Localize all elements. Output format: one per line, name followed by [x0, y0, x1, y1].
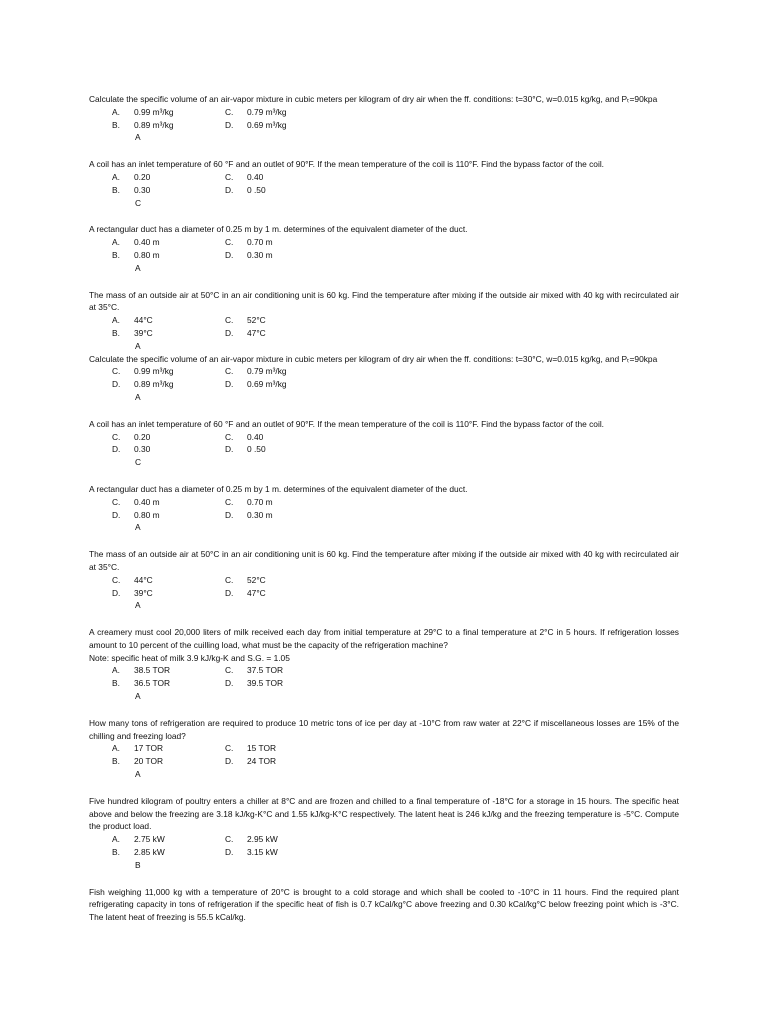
- option-letter: B.: [112, 184, 120, 195]
- option-letter: D.: [112, 587, 121, 598]
- option-letter: C.: [225, 315, 234, 326]
- option-value: 24 TOR: [247, 756, 277, 767]
- option-item: [225, 171, 263, 184]
- option-letter: D.: [225, 587, 234, 598]
- option-letter: D.: [112, 379, 121, 390]
- option-item: [225, 742, 276, 755]
- option-item: [225, 574, 266, 587]
- option-letter: A.: [112, 171, 120, 182]
- option-letter: D.: [225, 184, 234, 195]
- option-letter: D.: [225, 509, 234, 520]
- option-value: 52°C: [247, 315, 266, 326]
- option-value: 17 TOR: [134, 743, 164, 754]
- option-value: 2.95 kW: [247, 834, 278, 845]
- answer-options: [89, 496, 679, 522]
- option-letter: D.: [225, 379, 234, 390]
- option-value: 0.40 m: [134, 237, 160, 248]
- option-value: 0.30: [134, 444, 151, 455]
- question-text: Fish weighing 11,000 kg with a temperature of 20°C is brought to a cold storage and which shall be cooled to -10°C in 11 hours. Find the required plant refrigerating capacity in tons of refrigeration if the specific heat of fish is 0.7 kCal/kg°C above freezing and 0.30 kCal/kg°C below freezing point which is -3°C. The latent heat of freezing is 55.5 kCal/kg.: [89, 886, 679, 923]
- answer-options: [89, 106, 679, 132]
- option-letter: B.: [112, 847, 120, 858]
- option-item: [225, 677, 283, 690]
- question-block: [89, 418, 679, 469]
- option-letter: D.: [225, 847, 234, 858]
- option-item: [225, 236, 273, 249]
- answer-options: [89, 833, 679, 859]
- question-spacer: [89, 144, 679, 158]
- option-value: 0.69 m³/kg: [247, 379, 287, 390]
- option-letter: B.: [112, 756, 120, 767]
- option-item: [112, 509, 160, 522]
- option-letter: C.: [225, 171, 234, 182]
- question-spacer: [89, 275, 679, 289]
- answer-options: [89, 664, 679, 690]
- answer-options: [89, 365, 679, 391]
- option-value: 0 .50: [247, 444, 266, 455]
- option-item: [112, 846, 165, 859]
- option-letter: C.: [112, 574, 121, 585]
- option-item: [225, 119, 287, 132]
- option-value: 0.70 m: [247, 237, 273, 248]
- option-letter: C.: [225, 496, 234, 507]
- question-block: [89, 289, 679, 353]
- option-value: 0.40: [247, 171, 264, 182]
- option-letter: D.: [225, 119, 234, 130]
- option-value: 0.40 m: [134, 496, 160, 507]
- answer-options: [89, 236, 679, 262]
- option-value: 0.20: [134, 431, 151, 442]
- option-letter: A.: [112, 834, 120, 845]
- option-item: [112, 431, 150, 444]
- option-letter: D.: [225, 756, 234, 767]
- option-item: [225, 249, 273, 262]
- option-value: 39°C: [134, 327, 153, 338]
- option-letter: D.: [225, 327, 234, 338]
- question-block: [89, 795, 679, 872]
- question-text: Calculate the specific volume of an air-vapor mixture in cubic meters per kilogram of dry air when the ff. conditions: t=30°C, w=0.015 kg/kg, and Pₜ=90kpa: [89, 94, 658, 104]
- option-value: 0.30 m: [247, 249, 273, 260]
- question-block: [89, 626, 679, 703]
- option-letter: C.: [225, 574, 234, 585]
- option-letter: A.: [112, 315, 120, 326]
- question-spacer: [89, 534, 679, 548]
- option-letter: B.: [112, 249, 120, 260]
- option-letter: C.: [225, 106, 234, 117]
- answer-key: A: [135, 691, 141, 702]
- question-spacer: [89, 404, 679, 418]
- option-value: 0.30 m: [247, 509, 273, 520]
- question-text: A creamery must cool 20,000 liters of milk received each day from initial temperature at 29°C to a final temperature at 2°C in 5 hours. If refrigeration losses amount to 10 percent of the cuilling load, what must be the capacity of the refrigeration machine?: [89, 627, 679, 650]
- option-item: [112, 496, 160, 509]
- option-item: [225, 587, 266, 600]
- answer-key: A: [135, 600, 141, 611]
- answer-key: A: [135, 391, 141, 402]
- option-letter: A.: [112, 665, 120, 676]
- answer-options: [89, 431, 679, 457]
- option-item: [112, 833, 165, 846]
- option-item: [225, 184, 266, 197]
- option-value: 0.80 m: [134, 249, 160, 260]
- question-block: [89, 717, 679, 781]
- question-note: Note: specific heat of milk 3.9 kJ/kg-K and S.G. = 1.05: [89, 652, 290, 663]
- option-value: 39.5 TOR: [247, 678, 284, 689]
- answer-key: B: [135, 859, 141, 870]
- option-value: 0.89 m³/kg: [134, 379, 174, 390]
- option-letter: C.: [225, 366, 234, 377]
- option-value: 3.15 kW: [247, 847, 278, 858]
- option-letter: A.: [112, 237, 120, 248]
- option-value: 0.89 m³/kg: [134, 119, 174, 130]
- question-text: A rectangular duct has a diameter of 0.25 m by 1 m. determines of the equivalent diameter of the duct.: [89, 483, 468, 494]
- option-item: [112, 119, 174, 132]
- option-value: 0.80 m: [134, 509, 160, 520]
- option-value: 39°C: [134, 587, 153, 598]
- option-item: [112, 587, 153, 600]
- option-item: [225, 846, 278, 859]
- answer-options: [89, 314, 679, 340]
- question-block: [89, 93, 679, 144]
- option-item: [225, 833, 278, 846]
- question-block: [89, 886, 679, 924]
- option-item: [112, 314, 153, 327]
- question-spacer: [89, 872, 679, 886]
- answer-key: A: [135, 262, 141, 273]
- option-value: 2.75 kW: [134, 834, 165, 845]
- option-item: [112, 378, 174, 391]
- answer-key: A: [135, 522, 141, 533]
- question-text: Five hundred kilogram of poultry enters a chiller at 8°C and are frozen and chilled to a final temperature of -18°C for a storage in 15 hours. The specific heat above and below the freezing are 3.18 kJ/kg-K°C and 1.55 kJ/kg-K°C respectively. The latent heat is 246 kJ/kg and the freezing temperature is -5°C. Compute the product load.: [89, 795, 679, 832]
- option-value: 0.79 m³/kg: [247, 106, 287, 117]
- answer-key: A: [135, 769, 141, 780]
- question-spacer: [89, 209, 679, 223]
- option-item: [225, 431, 263, 444]
- option-value: 0 .50: [247, 184, 266, 195]
- question-block: [89, 548, 679, 612]
- option-item: [112, 171, 150, 184]
- option-letter: D.: [112, 509, 121, 520]
- option-letter: D.: [225, 678, 234, 689]
- option-item: [225, 509, 273, 522]
- option-item: [112, 106, 174, 119]
- option-item: [112, 443, 150, 456]
- option-letter: D.: [112, 444, 121, 455]
- question-spacer: [89, 469, 679, 483]
- question-block: [89, 223, 679, 274]
- answer-options: [89, 574, 679, 600]
- option-letter: A.: [112, 743, 120, 754]
- question-text: A coil has an inlet temperature of 60 °F and an outlet of 90°F. If the mean temperature of the coil is 110°F. Find the bypass factor of the coil.: [89, 159, 604, 170]
- option-letter: D.: [225, 249, 234, 260]
- question-spacer: [89, 781, 679, 795]
- option-letter: A.: [112, 106, 120, 117]
- question-text: A rectangular duct has a diameter of 0.25 m by 1 m. determines of the equivalent diameter of the duct.: [89, 224, 468, 235]
- option-value: 47°C: [247, 327, 266, 338]
- option-value: 2.85 kW: [134, 847, 165, 858]
- option-item: [112, 742, 163, 755]
- document-body: [89, 93, 679, 924]
- option-value: 0.70 m: [247, 496, 273, 507]
- option-item: [112, 365, 174, 378]
- option-value: 38.5 TOR: [134, 665, 171, 676]
- option-value: 44°C: [134, 315, 153, 326]
- answer-options: [89, 171, 679, 197]
- option-value: 0.40: [247, 431, 264, 442]
- answer-options: [89, 742, 679, 768]
- option-value: 0.69 m³/kg: [247, 119, 287, 130]
- option-letter: C.: [112, 496, 121, 507]
- option-value: 44°C: [134, 574, 153, 585]
- question-text: Calculate the specific volume of an air-vapor mixture in cubic meters per kilogram of dry air when the ff. conditions: t=30°C, w=0.015 kg/kg, and Pₜ=90kpa: [89, 353, 658, 364]
- answer-key: C: [135, 457, 142, 468]
- option-letter: C.: [225, 431, 234, 442]
- option-letter: C.: [112, 431, 121, 442]
- option-value: 0.99 m³/kg: [134, 106, 174, 117]
- option-value: 36.5 TOR: [134, 678, 171, 689]
- option-item: [225, 106, 287, 119]
- answer-key: C: [135, 197, 142, 208]
- option-item: [112, 755, 163, 768]
- option-letter: C.: [112, 366, 121, 377]
- option-value: 20 TOR: [134, 756, 164, 767]
- option-item: [112, 184, 150, 197]
- option-letter: B.: [112, 327, 120, 338]
- option-item: [225, 378, 287, 391]
- option-item: [225, 496, 273, 509]
- question-block: [89, 353, 679, 404]
- option-value: 0.99 m³/kg: [134, 366, 174, 377]
- question-spacer: [89, 612, 679, 626]
- option-item: [225, 664, 283, 677]
- option-letter: C.: [225, 834, 234, 845]
- question-block: [89, 483, 679, 534]
- option-value: 0.20: [134, 171, 151, 182]
- option-item: [112, 249, 160, 262]
- option-value: 37.5 TOR: [247, 665, 284, 676]
- option-letter: C.: [225, 237, 234, 248]
- option-item: [225, 443, 266, 456]
- option-letter: C.: [225, 665, 234, 676]
- question-text: The mass of an outside air at 50°C in an air conditioning unit is 60 kg. Find the temperature after mixing if the outside air mixed with 40 kg with recirculated air at 35°C.: [89, 549, 679, 572]
- option-item: [112, 664, 170, 677]
- question-text: A coil has an inlet temperature of 60 °F and an outlet of 90°F. If the mean temperature of the coil is 110°F. Find the bypass factor of the coil.: [89, 418, 604, 429]
- question-text: How many tons of refrigeration are required to produce 10 metric tons of ice per day at -10°C from raw water at 22°C if miscellaneous losses are 15% of the chilling and freezing load?: [89, 717, 679, 741]
- option-item: [225, 327, 266, 340]
- option-value: 15 TOR: [247, 743, 277, 754]
- answer-key: A: [135, 340, 141, 351]
- question-text: The mass of an outside air at 50°C in an air conditioning unit is 60 kg. Find the temperature after mixing if the outside air mixed with 40 kg with recirculated air at 35°C.: [89, 289, 679, 313]
- answer-key: A: [135, 132, 141, 143]
- option-value: 0.30: [134, 184, 151, 195]
- option-letter: B.: [112, 678, 120, 689]
- option-letter: B.: [112, 119, 120, 130]
- option-value: 47°C: [247, 587, 266, 598]
- option-letter: C.: [225, 743, 234, 754]
- option-item: [225, 314, 266, 327]
- option-item: [112, 677, 170, 690]
- option-item: [225, 365, 287, 378]
- option-value: 52°C: [247, 574, 266, 585]
- option-value: 0.79 m³/kg: [247, 366, 287, 377]
- option-letter: D.: [225, 444, 234, 455]
- option-item: [112, 236, 160, 249]
- option-item: [112, 327, 153, 340]
- question-spacer: [89, 703, 679, 717]
- option-item: [112, 574, 153, 587]
- option-item: [225, 755, 276, 768]
- question-block: [89, 158, 679, 209]
